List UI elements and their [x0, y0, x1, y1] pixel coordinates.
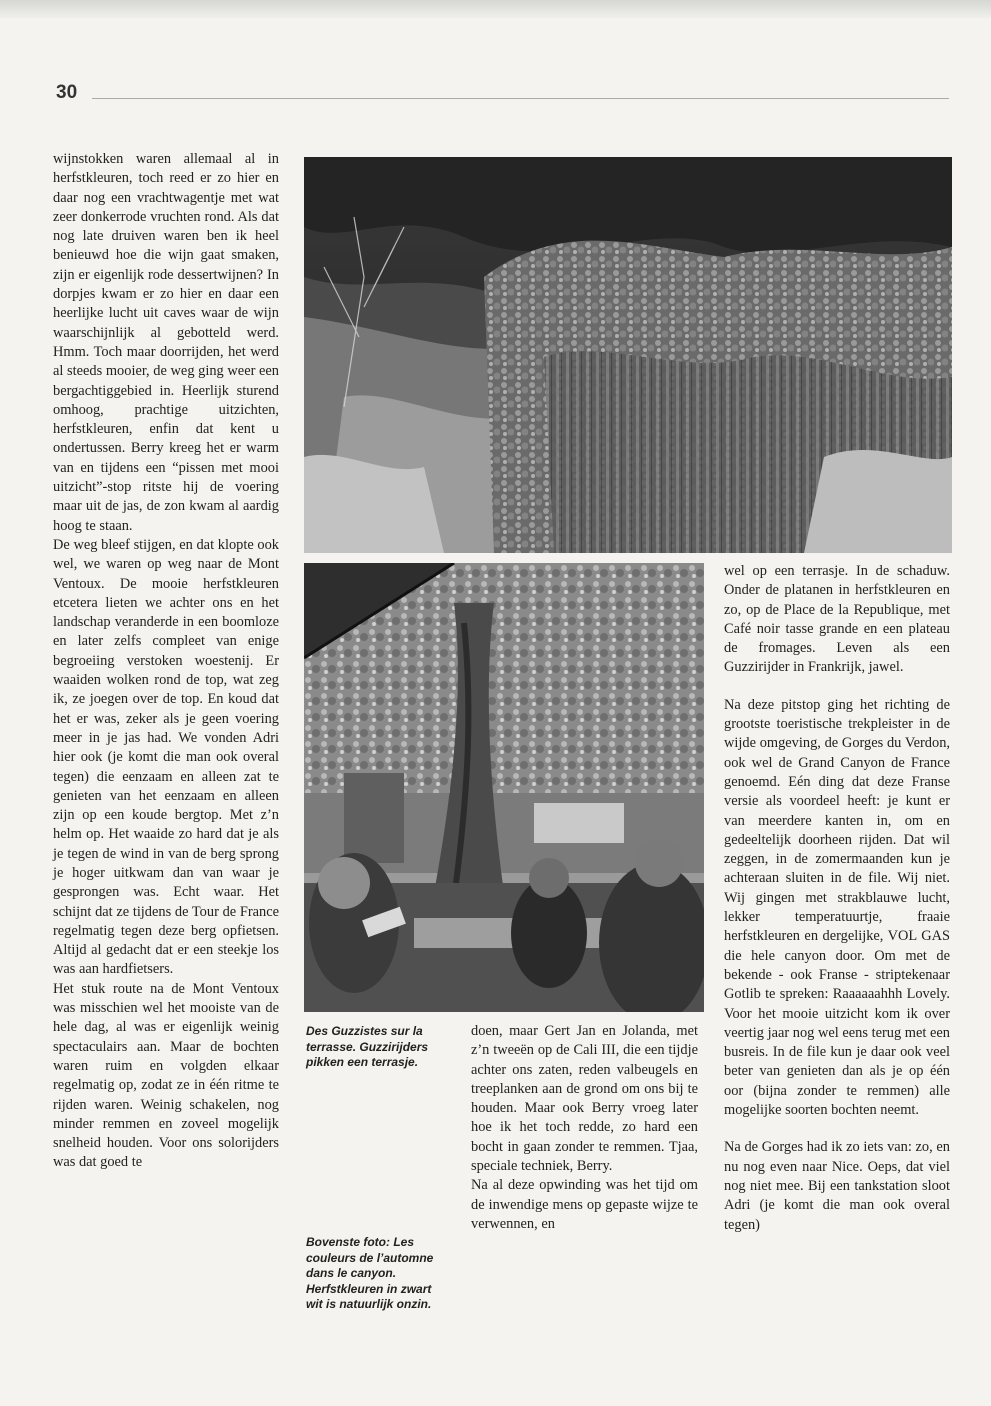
- top-photo-caption: Bovenste foto: Les couleurs de l’automne dans le canyon. Herfstkleuren in zwart wit is natuurlijk onzin.: [306, 1235, 434, 1311]
- terrace-photo: [304, 563, 704, 1012]
- paragraph: wel op een terrasje. In de schaduw. Onder de platanen in herfstkleuren en zo, op de Place de la Republique, met Café noir tasse grande en een plateau de fromages. Leven als een Guzzirijder in Frankrijk, jawel.: [724, 563, 950, 676]
- column-1: [53, 150, 279, 1173]
- header-rule: [92, 98, 949, 99]
- paragraph: wijnstokken waren allemaal al in herfstkleuren, toch reed er zo hier en daar nog een vrachtwagentje met wat zeer donkerrode vruchten rond. Als dat nog late druiven waren ben ik heel benieuwd hoe die wijn gaat smaken, zijn er eigenlijk rode dessertwijnen? In dorpjes kwam er zo hier en daar een heerlijke lucht uit caves waar de wijn waarschijnlijk al gebotteld werd. Hmm. Toch maar doorrijden, het werd al steeds mooier, de weg ging weer een bergachtiggebied in. Heerlijk sturend omhoog, prachtige uitzichten, herfstkleuren, enfin dat kent u ondertussen. Berry kreeg het er warm van en tijdens een “pissen met mooi uitzicht”-stop ritste hij de voering maar uit de jas, de zon kwam al aardig hoog te staan.: [53, 151, 279, 534]
- column-3: [471, 1022, 698, 1234]
- paragraph: Na deze pitstop ging het richting de grootste toeristische trekpleister in de wijde omgeving, de Gorges du Verdon, ook wel de Grand Canyon de France genoemd. Eén ding dat deze Franse versie als voordeel heeft: je kunt er van meerdere kanten in, om en gedeeltelijk doorheen rijden. Dat wil zeggen, in de zomermaanden kun je achteraan sluiten in de file. Wij niet. Wij gingen met strakblauwe lucht, lekker temperatuurtje, fraaie herfstkleuren en dergelijke, VOL GAS die hele canyon door. Om met de bekende - ook Franse - striptekenaar Gotlib te spreken: Raaaaaahhh Lovely. Voor het mooie uitzicht kom ik over veertig jaar nog wel eens terug met een busreis. In de file kun je daar ook veel beter van genieten dan als je op één oor (bijna zonder te remmen) alle mogelijke soorten bochten neemt.: [724, 696, 950, 1119]
- paragraph: Na al deze opwinding was het tijd om de inwendige mens op gepaste wijze te verwennen, en: [471, 1177, 698, 1232]
- paragraph: Na de Gorges had ik zo iets van: zo, en nu nog even naar Nice. Oeps, dat viel nog niet mee. Bij een tankstation sloot Adri (je komt die man ook overal tegen): [724, 1139, 950, 1233]
- paragraph: Het stuk route na de Mont Ventoux was misschien wel het mooiste van de hele dag, al was er eigenlijk weinig spectaculairs aan. Maar de bochten waren ruim en volgden elkaar regelmatig op, zodat ze in één ritme te rijden waren. Weinig schakelen, nog minder remmen en zoveel mogelijk snelheid houden. Voor ons solorijders was dat goed te: [53, 980, 279, 1171]
- page-top-band: [0, 0, 991, 18]
- canyon-photo: [304, 157, 952, 553]
- terrace-photo-caption: Des Guzzistes sur la terrasse. Guzzirijders pikken een terrasje.: [306, 1024, 429, 1069]
- page-number: 30: [56, 82, 78, 103]
- paragraph: doen, maar Gert Jan en Jolanda, met z’n tweeën op de Cali III, die een tijdje achter ons zaten, reden valbeugels en treeplanken aan de grond om ons bij te houden. Maar ook Berry vroeg later hoe ik het toch redde, zo hard een bocht in gaan zonder te remmen. Tjaa, speciale techniek, Berry.: [471, 1023, 698, 1175]
- column-4: [724, 562, 950, 1235]
- paragraph: De weg bleef stijgen, en dat klopte ook wel, we waren op weg naar de Mont Ventoux. De mooie herfstkleuren etcetera lieten we achter ons en het landschap veranderde in een boomloze en later zelfs compleet van enige begroeiing verstoken woestenij. Er waaiden wolken rond de top, wat zeg ik, ze joegen over de top. En koud dat het er was, zeker als je geen voering meer in je jas had. We vonden Adri hier ook (je komt die man ook overal tegen) die eenzaam en alleen zat te genieten van het eenzaam en alleen zijn op een koude bergtop. Met z’n helm op. Het waaide zo hard dat je als je tegen de wind in van de berg sprong je hoger uitkwam dan van waar je gesprongen was. Echt waar. Het schijnt dat ze tijdens de Tour de France regelmatig tegen deze berg opfietsen. Altijd al gedacht dat er een steekje los was aan hardfietsers.: [53, 536, 279, 978]
